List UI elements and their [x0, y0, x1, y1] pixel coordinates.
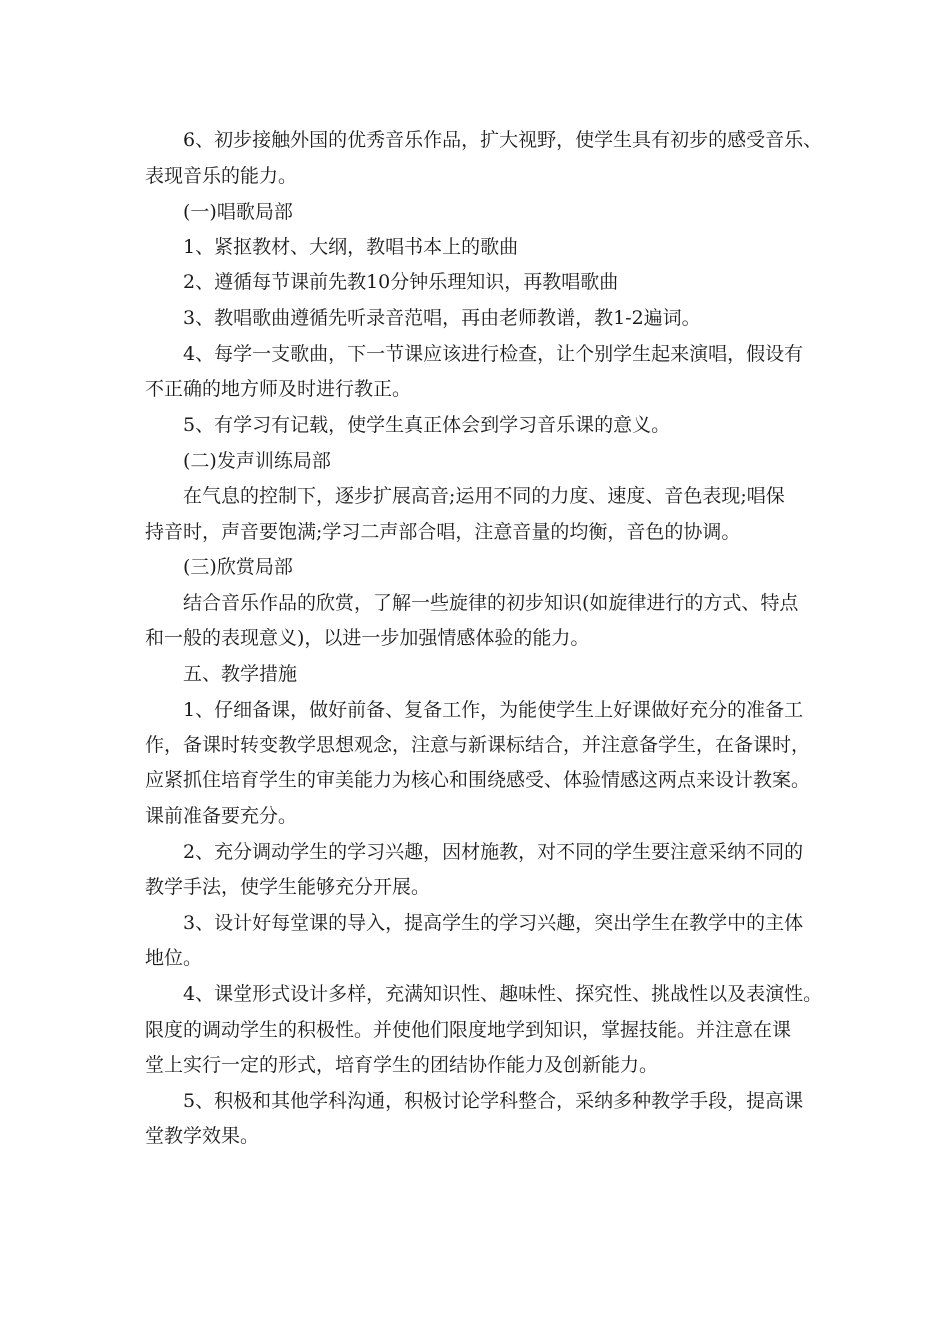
section-heading: (一)唱歌局部 [183, 201, 293, 223]
text-line: 持音时，声音要饱满;学习二声部合唱，注意音量的均衡，音色的协调。 [145, 521, 741, 543]
text-line: 应紧抓住培育学生的审美能力为核心和围绕感受、体验情感这两点来设计教案。 [145, 769, 811, 791]
text-line: 4、课堂形式设计多样，充满知识性、趣味性、探究性、挑战性以及表演性。 [183, 983, 823, 1005]
text-line: 1、紧抠教材、大纲，教唱书本上的歌曲 [183, 236, 519, 258]
text-line: 4、每学一支歌曲，下一节课应该进行检查，让个别学生起来演唱，假设有 [183, 343, 804, 365]
text-line: 5、积极和其他学科沟通，积极讨论学科整合，采纳多种教学手段，提高课 [183, 1090, 804, 1112]
text-line: 和一般的表现意义)，以进一步加强情感体验的能力。 [145, 627, 590, 649]
text-line: 地位。 [145, 947, 203, 969]
text-line: 3、设计好每堂课的导入，提高学生的学习兴趣，突出学生在教学中的主体 [183, 912, 804, 934]
section-heading: (二)发声训练局部 [183, 450, 331, 472]
section-heading: (三)欣赏局部 [183, 556, 293, 578]
text-line: 课前准备要充分。 [145, 805, 298, 827]
text-line: 作，备课时转变教学思想观念，注意与新课标结合，并注意备学生，在备课时， [145, 734, 811, 756]
text-line: 1、仔细备课，做好前备、复备工作，为能使学生上好课做好充分的准备工 [183, 699, 804, 721]
text-line: 6、初步接触外国的优秀音乐作品，扩大视野，使学生具有初步的感受音乐、 [183, 129, 823, 151]
text-line: 结合音乐作品的欣赏，了解一些旋律的初步知识(如旋律进行的方式、特点 [183, 592, 799, 614]
text-line: 表现音乐的能力。 [145, 165, 298, 187]
text-line: 5、有学习有记载，使学生真正体会到学习音乐课的意义。 [183, 414, 671, 436]
text-line: 限度的调动学生的积极性。并使他们限度地学到知识，掌握技能。并注意在课 [145, 1019, 792, 1041]
section-heading: 五、教学措施 [183, 663, 298, 685]
text-line: 堂上实行一定的形式，培育学生的团结协作能力及创新能力。 [145, 1054, 659, 1076]
text-line: 堂教学效果。 [145, 1125, 260, 1147]
text-line: 在气息的控制下，逐步扩展高音;运用不同的力度、速度、音色表现;唱保 [183, 485, 785, 507]
text-line: 3、教唱歌曲遵循先听录音范唱，再由老师教谱，教1-2遍词。 [183, 307, 701, 329]
text-line: 2、遵循每节课前先教10分钟乐理知识，再教唱歌曲 [183, 271, 619, 293]
text-line: 2、充分调动学生的学习兴趣，因材施教，对不同的学生要注意采纳不同的 [183, 841, 804, 863]
text-line: 不正确的地方师及时进行教正。 [145, 378, 412, 400]
text-line: 教学手法，使学生能够充分开展。 [145, 876, 431, 898]
